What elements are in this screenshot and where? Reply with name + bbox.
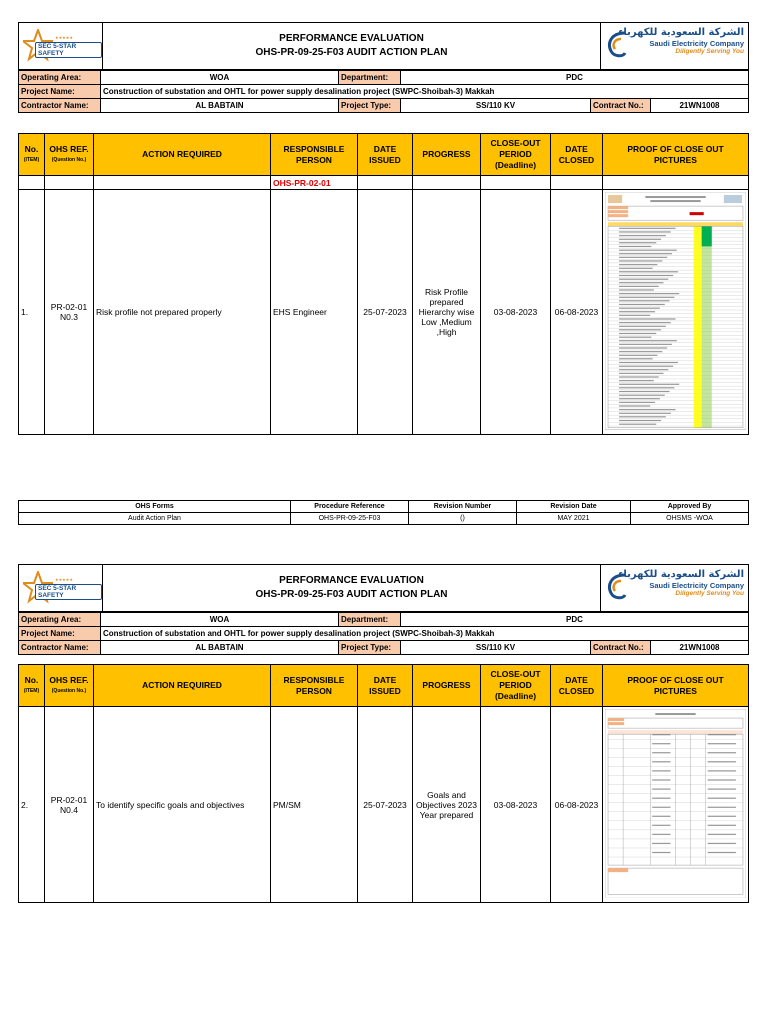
company-tagline: Diligently Serving You [675, 590, 744, 597]
contractor-value: AL BABTAIN [101, 641, 339, 655]
col-date-closed-header: DATE CLOSED [551, 665, 603, 707]
company-tagline: Diligently Serving You [675, 48, 744, 55]
item-ohs-ref: PR-02-01 N0.3 [45, 190, 94, 435]
proof-picture-1 [603, 190, 749, 435]
item-no: 2. [19, 707, 45, 903]
contractor-label: Contractor Name: [19, 641, 101, 655]
operating-area-value: WOA [101, 613, 339, 627]
page1-action-table [18, 133, 748, 435]
sec-safety-label: SEC 5-STAR SAFETY [35, 584, 102, 600]
project-name-value: Construction of substation and OHTL for power supply desalination project (SWPC-Shoibah-3) Makkah [101, 627, 749, 641]
col-ohs-ref-header: OHS REF. (Question No.) [45, 134, 94, 176]
item-responsible: EHS Engineer [271, 190, 358, 435]
company-name-english: Saudi Electricity Company [649, 581, 744, 590]
col-ohs-ref-header: OHS REF. (Question No.) [45, 665, 94, 707]
project-type-label: Project Type: [339, 99, 401, 113]
item-date-closed: 06-08-2023 [551, 707, 603, 903]
item-responsible: PM/SM [271, 707, 358, 903]
col-action-header: ACTION REQUIRED [94, 134, 271, 176]
contract-no-value: 21WN1008 [651, 99, 749, 113]
operating-area-label: Operating Area: [19, 71, 101, 85]
footer-procedure-value: OHS-PR-09-25-F03 [291, 513, 409, 525]
item-close-out: 03-08-2023 [481, 707, 551, 903]
department-label: Department: [339, 71, 401, 85]
contract-no-label: Contract No.: [591, 641, 651, 655]
col-progress-header: PROGRESS [413, 665, 481, 707]
company-name-english: Saudi Electricity Company [649, 39, 744, 48]
footer-forms-value: Audit Action Plan [19, 513, 291, 525]
sec-safety-label: SEC 5-STAR SAFETY [35, 42, 102, 58]
item-no: 1. [19, 190, 45, 435]
col-close-out-header: CLOSE-OUT PERIOD (Deadline) [481, 665, 551, 707]
page-subtitle: OHS-PR-09-25-F03 AUDIT ACTION PLAN [255, 47, 448, 58]
company-name-arabic: الشركة السعودية للكهرباء [618, 569, 744, 580]
item-progress: Goals and Objectives 2023 Year prepared [413, 707, 481, 903]
project-type-value: SS/110 KV [401, 641, 591, 655]
page2-header [18, 564, 748, 612]
page-subtitle: OHS-PR-09-25-F03 AUDIT ACTION PLAN [255, 589, 448, 600]
five-stars-icon: ★★★★★ [55, 577, 73, 582]
col-close-out-header: CLOSE-OUT PERIOD (Deadline) [481, 134, 551, 176]
operating-area-label: Operating Area: [19, 613, 101, 627]
department-value: PDC [401, 71, 749, 85]
col-date-issued-header: DATE ISSUED [358, 134, 413, 176]
contract-no-label: Contract No.: [591, 99, 651, 113]
col-date-issued-header: DATE ISSUED [358, 665, 413, 707]
footer-revision-value: () [409, 513, 517, 525]
col-proof-header: PROOF OF CLOSE OUT PICTURES [603, 665, 749, 707]
item-ohs-ref: PR-02-01 N0.4 [45, 707, 94, 903]
footer-revision-date-header: Revision Date [517, 501, 631, 513]
sec-safety-logo [19, 23, 103, 70]
item-close-out: 03-08-2023 [481, 190, 551, 435]
project-type-label: Project Type: [339, 641, 401, 655]
risk-profile-document-thumbnail [605, 192, 746, 430]
col-progress-header: PROGRESS [413, 134, 481, 176]
page-title: PERFORMANCE EVALUATION [279, 575, 424, 586]
footer-approved-value: OHSMS -WOA [631, 513, 749, 525]
item-date-issued: 25-07-2023 [358, 707, 413, 903]
col-responsible-header: RESPONSIBLE PERSON [271, 665, 358, 707]
contractor-value: AL BABTAIN [101, 99, 339, 113]
item-progress: Risk Profile prepared Hierarchy wise Low ,Medium ,High [413, 190, 481, 435]
project-name-label: Project Name: [19, 627, 101, 641]
page1-info [18, 70, 748, 113]
footer-approved-header: Approved By [631, 501, 749, 513]
footer-revision-header: Revision Number [409, 501, 517, 513]
col-action-header: ACTION REQUIRED [94, 665, 271, 707]
sec-safety-logo [19, 565, 103, 612]
footer-forms-header: OHS Forms [19, 501, 291, 513]
item-date-issued: 25-07-2023 [358, 190, 413, 435]
page2-action-table [18, 664, 748, 903]
page-title: PERFORMANCE EVALUATION [279, 33, 424, 44]
title-cell [103, 565, 601, 612]
project-name-label: Project Name: [19, 85, 101, 99]
col-responsible-header: RESPONSIBLE PERSON [271, 134, 358, 176]
contract-no-value: 21WN1008 [651, 641, 749, 655]
proof-picture-2 [603, 707, 749, 903]
footer-procedure-header: Procedure Reference [291, 501, 409, 513]
sec-company-logo [601, 23, 749, 70]
operating-area-value: WOA [101, 71, 339, 85]
project-name-value: Construction of substation and OHTL for power supply desalination project (SWPC-Shoibah-3) Makkah [101, 85, 749, 99]
page2-info [18, 612, 748, 655]
item-date-closed: 06-08-2023 [551, 190, 603, 435]
table-row [19, 190, 749, 435]
footer-revision-date-value: MAY 2021 [517, 513, 631, 525]
project-type-value: SS/110 KV [401, 99, 591, 113]
contractor-label: Contractor Name: [19, 99, 101, 113]
goals-objectives-document-thumbnail [605, 709, 746, 898]
title-cell [103, 23, 601, 70]
item-action: Risk profile not prepared properly [94, 190, 271, 435]
department-value: PDC [401, 613, 749, 627]
department-label: Department: [339, 613, 401, 627]
five-stars-icon: ★★★★★ [55, 35, 73, 40]
col-no-header: No. (ITEM) [19, 665, 45, 707]
sec-company-logo [601, 565, 749, 612]
item-action: To identify specific goals and objectives [94, 707, 271, 903]
col-date-closed-header: DATE CLOSED [551, 134, 603, 176]
col-proof-header: PROOF OF CLOSE OUT PICTURES [603, 134, 749, 176]
page1-header [18, 22, 748, 70]
table-row [19, 707, 749, 903]
col-no-header: No. (ITEM) [19, 134, 45, 176]
company-name-arabic: الشركة السعودية للكهرباء [618, 27, 744, 38]
section-ref: OHS-PR-02-01 [271, 176, 358, 190]
page1-footer [18, 500, 748, 525]
